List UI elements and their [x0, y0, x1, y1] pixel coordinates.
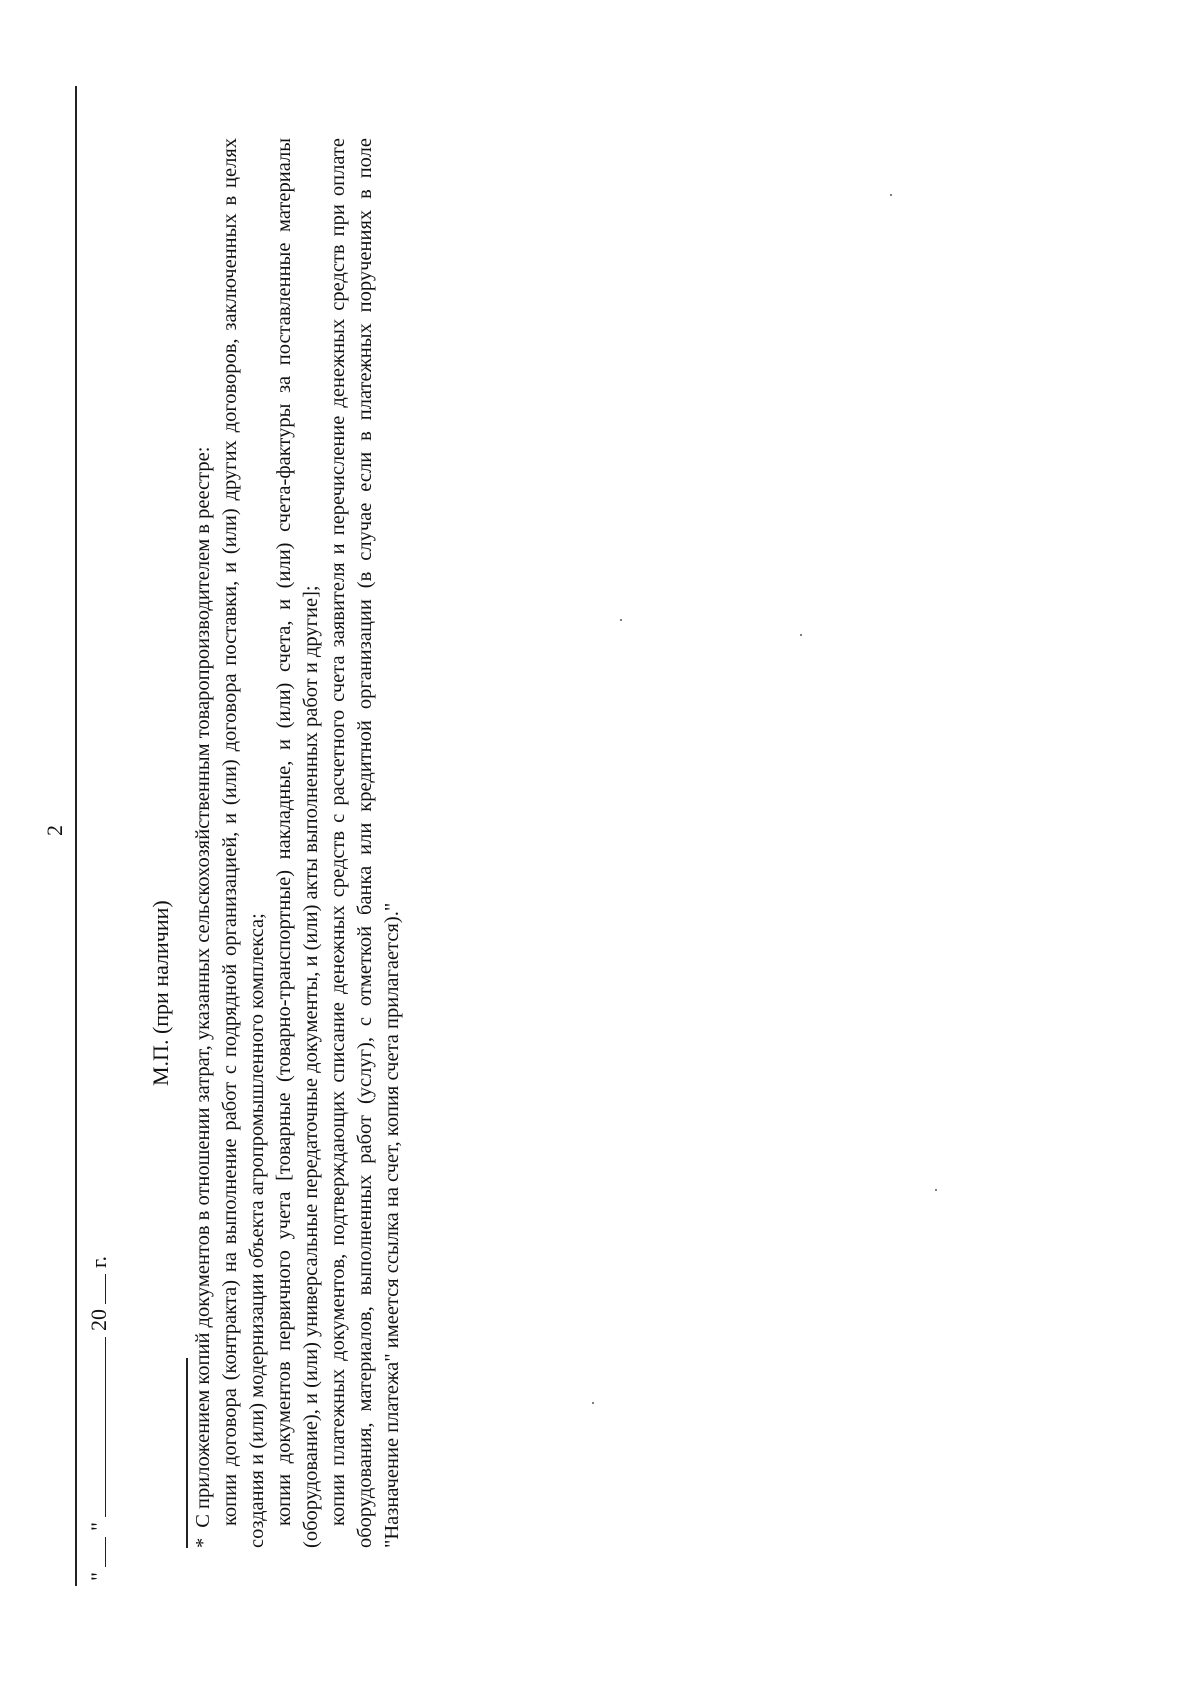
footnote-item: копии документов первичного учета [товарные (товарно-транспортные) накладные, и (или) счета, и (или) счета-фактуры за поставленные материалы (оборудование), и (или) универсальные передаточные документы, и (или) акты выполненных работ и другие]; — [273, 138, 322, 1548]
margin-rule — [75, 86, 77, 1586]
scan-speck — [800, 634, 802, 636]
month-blank — [87, 1337, 106, 1517]
footnote-item: копии договора (контракта) на выполнение работ с подрядной организацией, и (или) договора поставки, и (или) других договоров, заключенных в целях создания и (или) модернизации объекта агропромышленного комплекса; — [219, 138, 268, 1548]
year-blank — [87, 1274, 106, 1304]
year-prefix: 20 — [86, 1309, 111, 1332]
stamp-label: М.П. (при наличии) — [148, 900, 173, 1086]
scan-speck — [620, 619, 622, 621]
footnote-marker: * — [192, 1537, 214, 1548]
date-close-quote: " — [86, 1522, 111, 1532]
year-suffix: г. — [86, 1255, 111, 1269]
scan-speck — [592, 1402, 594, 1404]
footnote-block — [190, 138, 406, 1548]
day-blank — [87, 1537, 106, 1567]
footnote-intro-text: С приложением копий документов в отношении затрат, указанных сельскохозяйственным товаропроизводителем в реестре: — [192, 446, 214, 1528]
page-number: 2 — [42, 825, 67, 836]
date-open-quote: " — [86, 1572, 111, 1581]
footnote-item: копии платежных документов, подтверждающих списание денежных средств с расчетного счета заявителя и перечисление денежных средств при оплате оборудования, материалов, выполненных работ (услуг), с отметкой банка или кредитной организации (в случае если в платежных поручениях в поле "Назначение платежа" имеется ссылка на счет, копия счета прилагается)." — [327, 138, 403, 1548]
scan-speck — [935, 1189, 937, 1191]
date-line — [86, 1256, 112, 1581]
footnote-rule — [186, 1358, 188, 1548]
footnote-intro — [190, 138, 217, 1548]
scan-speck — [890, 194, 892, 196]
